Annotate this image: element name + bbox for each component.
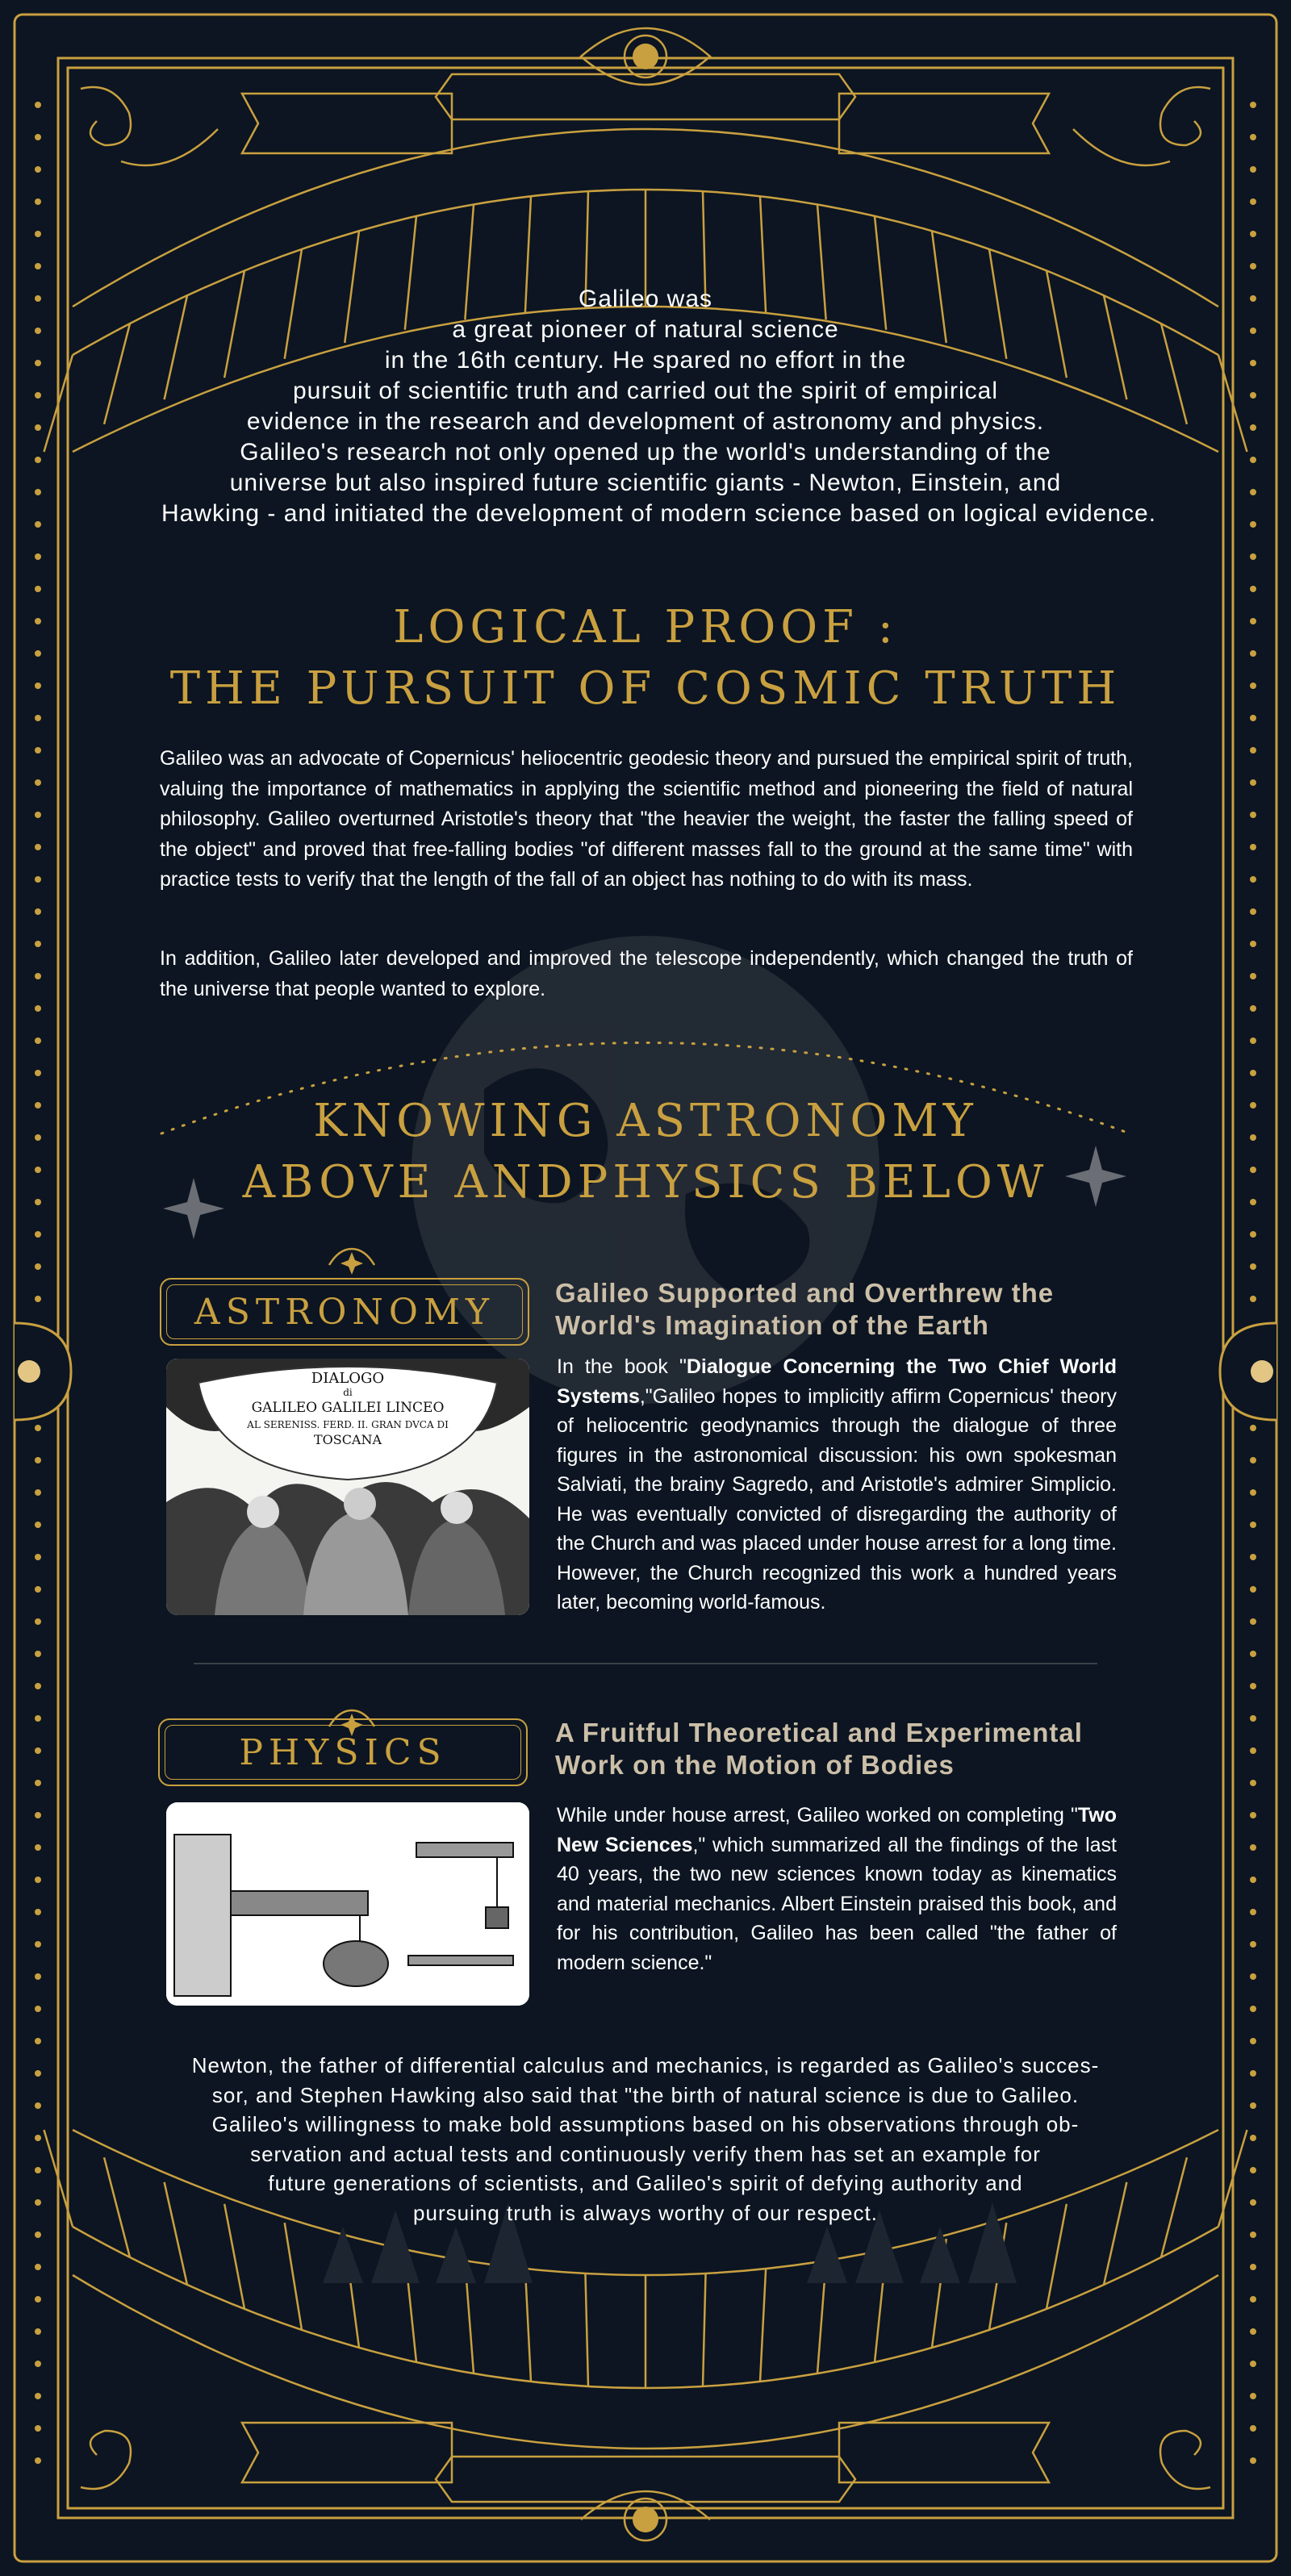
intro-line: a great pioneer of natural science xyxy=(452,316,839,343)
knowing-astronomy-title xyxy=(161,1091,1130,1213)
closing-paragraph xyxy=(161,2051,1130,2227)
physics-text-suffix: ," which summarized all the findings of the last 40 years, the two new sciences known today as kinematics and material mechanics. Albert Einstein praised this book, and for his contribution, Galileo has been called "the father of modern science." xyxy=(557,1833,1117,1974)
astronomy-heading-line-2: World's Imagination of the Earth xyxy=(555,1310,989,1340)
closing-line: servation and actual tests and continuously verify them has set an example for xyxy=(250,2141,1041,2166)
physics-heading-line-2: Work on the Motion of Bodies xyxy=(555,1750,955,1780)
intro-line: universe but also inspired future scientific giants - Newton, Einstein, and xyxy=(229,470,1062,496)
intro-line: evidence in the research and development of astronomy and physics. xyxy=(246,408,1045,435)
closing-line: future generations of scientists, and Galileo's spirit of defying authority and xyxy=(268,2171,1023,2195)
engraving-line-4: AL SERENISS. FERD. II. GRAN DVCA DI xyxy=(247,1419,449,1430)
knowing-title-line-2: ABOVE ANDPHYSICS BELOW xyxy=(242,1156,1049,1209)
astronomy-heading-line-1: Galileo Supported and Overthrew the xyxy=(555,1278,1055,1308)
intro-line: Galileo was xyxy=(578,286,713,312)
beam-engraving xyxy=(166,1802,529,2006)
engraving-line-1: DIALOGO xyxy=(311,1370,385,1387)
astronomy-heading xyxy=(555,1277,1120,1342)
knowing-title-line-1: KNOWING ASTRONOMY xyxy=(313,1095,978,1147)
engraving-line-5: TOSCANA xyxy=(313,1432,382,1447)
two-new-sciences-illustration xyxy=(166,1802,529,2006)
physics-text xyxy=(557,1801,1117,1977)
closing-line: sor, and Stephen Hawking also said that "the birth of natural science is due to Galileo. xyxy=(211,2082,1080,2107)
intro-line: Galileo's research not only opened up the world's understanding of the xyxy=(240,439,1051,466)
astronomy-text-prefix: In the book " xyxy=(557,1355,687,1378)
intro-line: in the 16th century. He spared no effort in the xyxy=(384,347,907,374)
logical-proof-paragraph-2: In addition, Galileo later developed and improved the telescope independently, which changed the truth of the universe that people wanted to explore. xyxy=(160,947,1133,1000)
astronomy-badge xyxy=(160,1278,529,1346)
astronomy-text-suffix: ,"Galileo hopes to implicitly affirm Copernicus' theory of heliocentric geodynamics through the dialogue of three figures in the astronomical discussion: his own spokesman Salviati, the brainy Sagredo, and Aristotle's admirer Simplicio. He was eventually convicted of disregarding the authority of the Church and was placed under house arrest for a long time. However, the Church recognized this work a hundred years later, becoming world-famous. xyxy=(557,1384,1117,1614)
closing-line: pursuing truth is always worthy of our respect. xyxy=(413,2200,878,2225)
engraving-line-3: GALILEO GALILEI LINCEO xyxy=(251,1400,445,1416)
physics-heading-line-1: A Fruitful Theoretical and Experimental xyxy=(555,1718,1083,1747)
astronomy-badge-label: ASTRONOMY xyxy=(194,1291,495,1333)
logical-proof-title-line-1: LOGICAL PROOF : xyxy=(393,601,898,653)
astronomy-text xyxy=(557,1352,1117,1618)
dialogue-engraving xyxy=(166,1359,529,1615)
astronomy-book-title: Dialogue Concerning the Two Chief World Systems xyxy=(557,1355,1117,1408)
engraving-line-2: di xyxy=(343,1387,353,1398)
physics-book-title: Two New Sciences xyxy=(557,1804,1117,1856)
dialogue-book-illustration xyxy=(166,1359,529,1615)
logical-proof-title xyxy=(161,597,1130,720)
physics-badge xyxy=(158,1718,528,1786)
logical-proof-title-line-2: THE PURSUIT OF COSMIC TRUTH xyxy=(169,662,1122,715)
intro-line: Hawking - and initiated the development of modern science based on logical evidence. xyxy=(161,500,1157,527)
closing-line: Galileo's willingness to make bold assumptions based on his observations through ob- xyxy=(211,2112,1080,2136)
physics-badge-label: PHYSICS xyxy=(239,1731,447,1773)
intro-line: pursuit of scientific truth and carried out the spirit of empirical xyxy=(292,378,999,404)
physics-heading xyxy=(555,1717,1120,1781)
logical-proof-paragraph-1: Galileo was an advocate of Copernicus' heliocentric geodesic theory and pursued the empirical spirit of truth, valuing the importance of mathematics in applying the scientific method and pioneering the field of natural philosophy. Galileo overturned Aristotle's theory that "the heavier the weight, the faster the falling speed of the object" and proved that free-falling bodies "of different masses fall to the ground at the same time" with practice tests to verify that the length of the fall of an object has nothing to do with its mass. xyxy=(160,747,1133,891)
closing-line: Newton, the father of differential calculus and mechanics, is regarded as Galileo's succes- xyxy=(191,2053,1100,2077)
physics-text-prefix: While under house arrest, Galileo worked on completing " xyxy=(557,1804,1078,1827)
intro-paragraph xyxy=(161,284,1157,529)
